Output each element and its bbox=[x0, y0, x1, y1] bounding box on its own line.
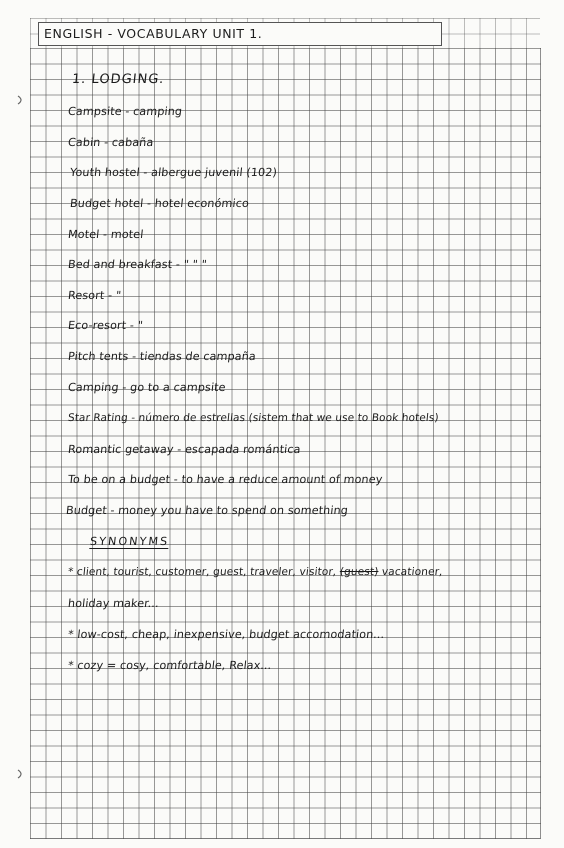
binder-mark-top bbox=[18, 96, 21, 104]
vocab-item: Campsite - camping bbox=[67, 105, 183, 118]
vocab-item: Pitch tents - tiendas de campaña bbox=[67, 350, 257, 363]
synonyms-heading: SYNONYMS bbox=[89, 535, 170, 548]
binder-marks bbox=[0, 0, 30, 848]
vocab-item: Motel - motel bbox=[67, 228, 145, 241]
struck-word: (guest) bbox=[339, 566, 380, 578]
vocab-item: Youth hostel - albergue juvenil (102) bbox=[69, 166, 278, 179]
vocab-item: Budget - money you have to spend on something bbox=[65, 504, 349, 517]
vocab-item: Eco-resort - " bbox=[67, 319, 144, 332]
vocab-item: To be on a budget - to have a reduce amount of money bbox=[67, 473, 384, 486]
vocab-item: Star Rating - número de estrellas (sistem that we use to Book hotels) bbox=[67, 412, 440, 424]
synonyms-line: * low-cost, cheap, inexpensive, budget accomodation... bbox=[67, 628, 386, 641]
page-title: ENGLISH - VOCABULARY UNIT 1. bbox=[44, 26, 263, 41]
vocab-item: Romantic getaway - escapada romántica bbox=[67, 443, 302, 456]
section-heading: 1. LODGING. bbox=[71, 72, 166, 87]
synonyms-line: * cozy = cosy, comfortable, Relax... bbox=[67, 659, 273, 672]
vocab-item: Cabin - cabaña bbox=[67, 136, 155, 149]
vocab-item: Camping - go to a campsite bbox=[67, 381, 227, 394]
synonyms-line-text: vacationer, bbox=[377, 566, 444, 578]
vocab-item: Bed and breakfast - " " " bbox=[67, 258, 208, 271]
synonyms-line-text: * client, tourist, customer, guest, traveler, visitor, bbox=[67, 566, 341, 578]
vocab-item: Resort - " bbox=[67, 289, 122, 302]
synonyms-line-continued: holiday maker... bbox=[67, 597, 160, 610]
binder-mark-bottom bbox=[18, 770, 21, 778]
vocab-item: Budget hotel - hotel económico bbox=[69, 197, 250, 210]
synonyms-line bbox=[67, 566, 443, 578]
